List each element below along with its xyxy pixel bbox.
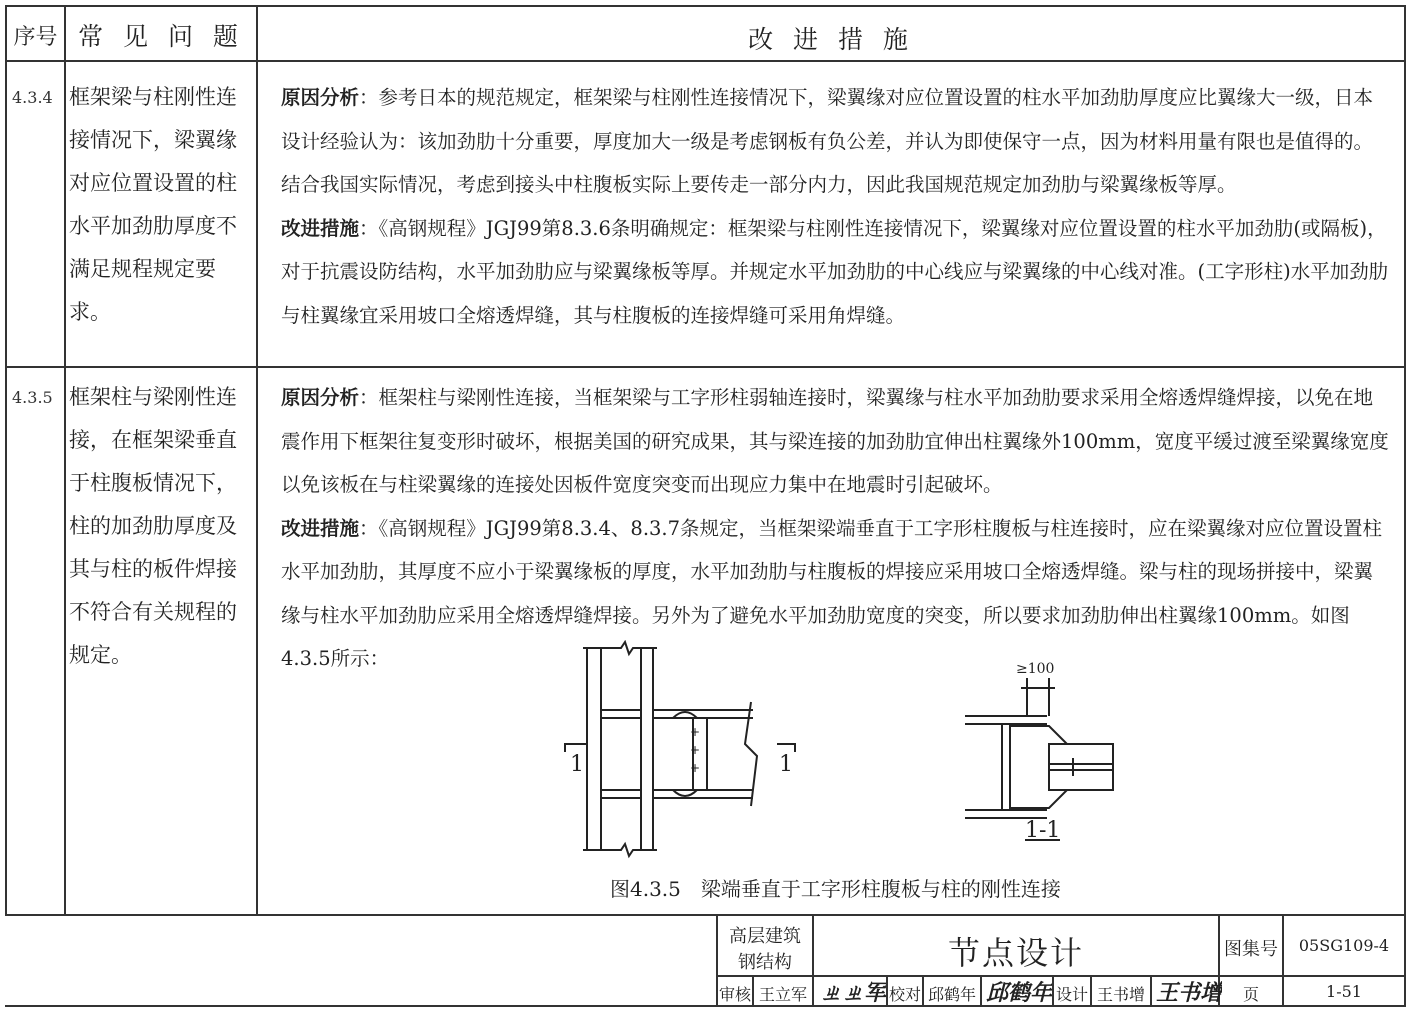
- row-2-analysis-label: 原因分析: [281, 386, 360, 409]
- tb-reviewer: 王立军: [758, 985, 807, 1004]
- row-1-measure-label: 改进措施: [281, 216, 360, 240]
- tb-category-line2: 钢结构: [738, 952, 792, 973]
- tb-title: 节点设计: [947, 934, 1084, 972]
- tb-checker-signature: 邱鹤年: [986, 981, 1053, 1006]
- row-2-analysis-text: ：框架柱与梁刚性连接，当框架梁与工字形柱弱轴连接时，梁翼缘与柱水平加劲肋要求采用全熔透焊缝焊接，以免在地震作用下框架往复变形时破坏，根据美国的研究成果，其与梁连接的加劲肋宜伸出柱翼缘外100mm，宽度平缓过渡至梁翼缘宽度以免该板在与柱梁翼缘的连接处因板件宽度突变而出现应力集中在地震时引起破坏。: [281, 386, 1389, 496]
- header-measures: 改 进 措 施: [748, 25, 914, 54]
- row-2-problem: 框架柱与梁刚性连接，在框架梁垂直于柱腹板情况下，柱的加劲肋厚度及其与柱的板件焊接不符合有关规程的规定。: [69, 385, 237, 667]
- row-1-number: 4.3.4: [12, 88, 53, 107]
- row-divider-line: [5, 366, 1406, 368]
- dimension-label: ≥100: [1016, 661, 1055, 677]
- tb-reviewer-signature: ㄓㄓ军: [820, 981, 887, 1006]
- col-divider-2: [256, 5, 258, 915]
- figure-caption: 图4.3.5 梁端垂直于工字形柱腹板与柱的刚性连接: [610, 877, 1061, 901]
- tb-review-label: 审核: [718, 985, 751, 1004]
- row-1-analysis-text: ：参考日本的规范规定，框架梁与柱刚性连接情况下，梁翼缘对应位置设置的柱水平加劲肋厚度应比翼缘大一级，日本设计经验认为：该加劲肋十分重要，厚度加大一级是考虑钢板有负公差，并认为即使保守一点，因为材料用量有限也是值得的。结合我国实际情况，考虑到接头中柱腹板实际上要传走一部分内力，因此我国规范规定加劲肋与梁翼缘板等厚。: [281, 86, 1374, 196]
- row-1-problem: 框架梁与柱刚性连接情况下，梁翼缘对应位置设置的柱水平加劲肋厚度不满足规程规定要求。: [69, 85, 237, 324]
- row-2-measure-text: ：《高钢规程》JGJ99第8.3.4、8.3.7条规定，当框架梁端垂直于工字形柱腹板与柱连接时，应在梁翼缘对应位置设置柱水平加劲肋，其厚度不应小于梁翼缘板的厚度，水平加劲肋与柱腹板的焊接应采用坡口全熔透焊缝。梁与柱的现场拼接中，梁翼缘与柱水平加劲肋应采用全熔透焊缝焊接。另外为了避免水平加劲肋宽度的突变，所以要求加劲肋伸出柱翼缘100mm。如图4.3.5所示：: [281, 516, 1383, 670]
- tb-page-number: 1-51: [1326, 982, 1362, 1001]
- border-top: [5, 5, 1406, 7]
- figure-elevation-diagram: [555, 640, 815, 862]
- section-mark-right: 1: [779, 752, 793, 777]
- tb-b2: [812, 975, 814, 1007]
- header-no: 序号: [13, 25, 58, 50]
- tb-designer: 王书增: [1096, 985, 1145, 1004]
- row-1-measure-text: ：《高钢规程》JGJ99第8.3.6条明确规定：框架梁与柱刚性连接情况下，梁翼缘对应位置设置的柱水平加劲肋(或隔板)，对于抗震设防结构，水平加劲肋应与梁翼缘板等厚。并规定水平加劲肋的中心线应与梁翼缘的中心线对准。(工字形柱)水平加劲肋与柱翼缘宜采用坡口全熔透焊缝，其与柱腹板的连接焊缝可采用角焊缝。: [281, 216, 1389, 327]
- section-label: 1-1: [1025, 818, 1061, 843]
- tb-designer-signature: 王书增: [1156, 981, 1223, 1006]
- tb-check-label: 校对: [888, 985, 921, 1004]
- border-right: [1404, 5, 1406, 1007]
- figure-section-diagram: [955, 660, 1125, 830]
- row-1-analysis-label: 原因分析: [281, 86, 360, 109]
- tb-b8: [1150, 975, 1152, 1007]
- tb-category-line1: 高层建筑: [729, 926, 801, 947]
- tb-design-label: 设计: [1055, 985, 1088, 1004]
- tb-atlas-label: 图集号: [1224, 939, 1278, 960]
- tb-page-label: 页: [1242, 985, 1259, 1004]
- tb-checker: 邱鹤年: [927, 985, 976, 1004]
- row-1-measures: [281, 76, 1391, 337]
- table-bottom-line: [5, 914, 1406, 916]
- col-divider-1: [64, 5, 66, 915]
- svg-text:+: +: [689, 743, 701, 757]
- svg-text:+: +: [689, 761, 701, 775]
- header-bottom-line: [5, 60, 1406, 62]
- tb-b5: [980, 975, 982, 1007]
- tb-atlas-number: 05SG109-4: [1298, 936, 1390, 955]
- section-mark-left: 1: [570, 752, 584, 777]
- row-2-measure-label: 改进措施: [281, 516, 360, 540]
- border-left: [5, 5, 7, 915]
- header-problem: 常 见 问 题: [78, 22, 244, 51]
- row-2-measures: [281, 376, 1391, 681]
- svg-text:+: +: [689, 725, 701, 739]
- row-2-number: 4.3.5: [12, 388, 53, 407]
